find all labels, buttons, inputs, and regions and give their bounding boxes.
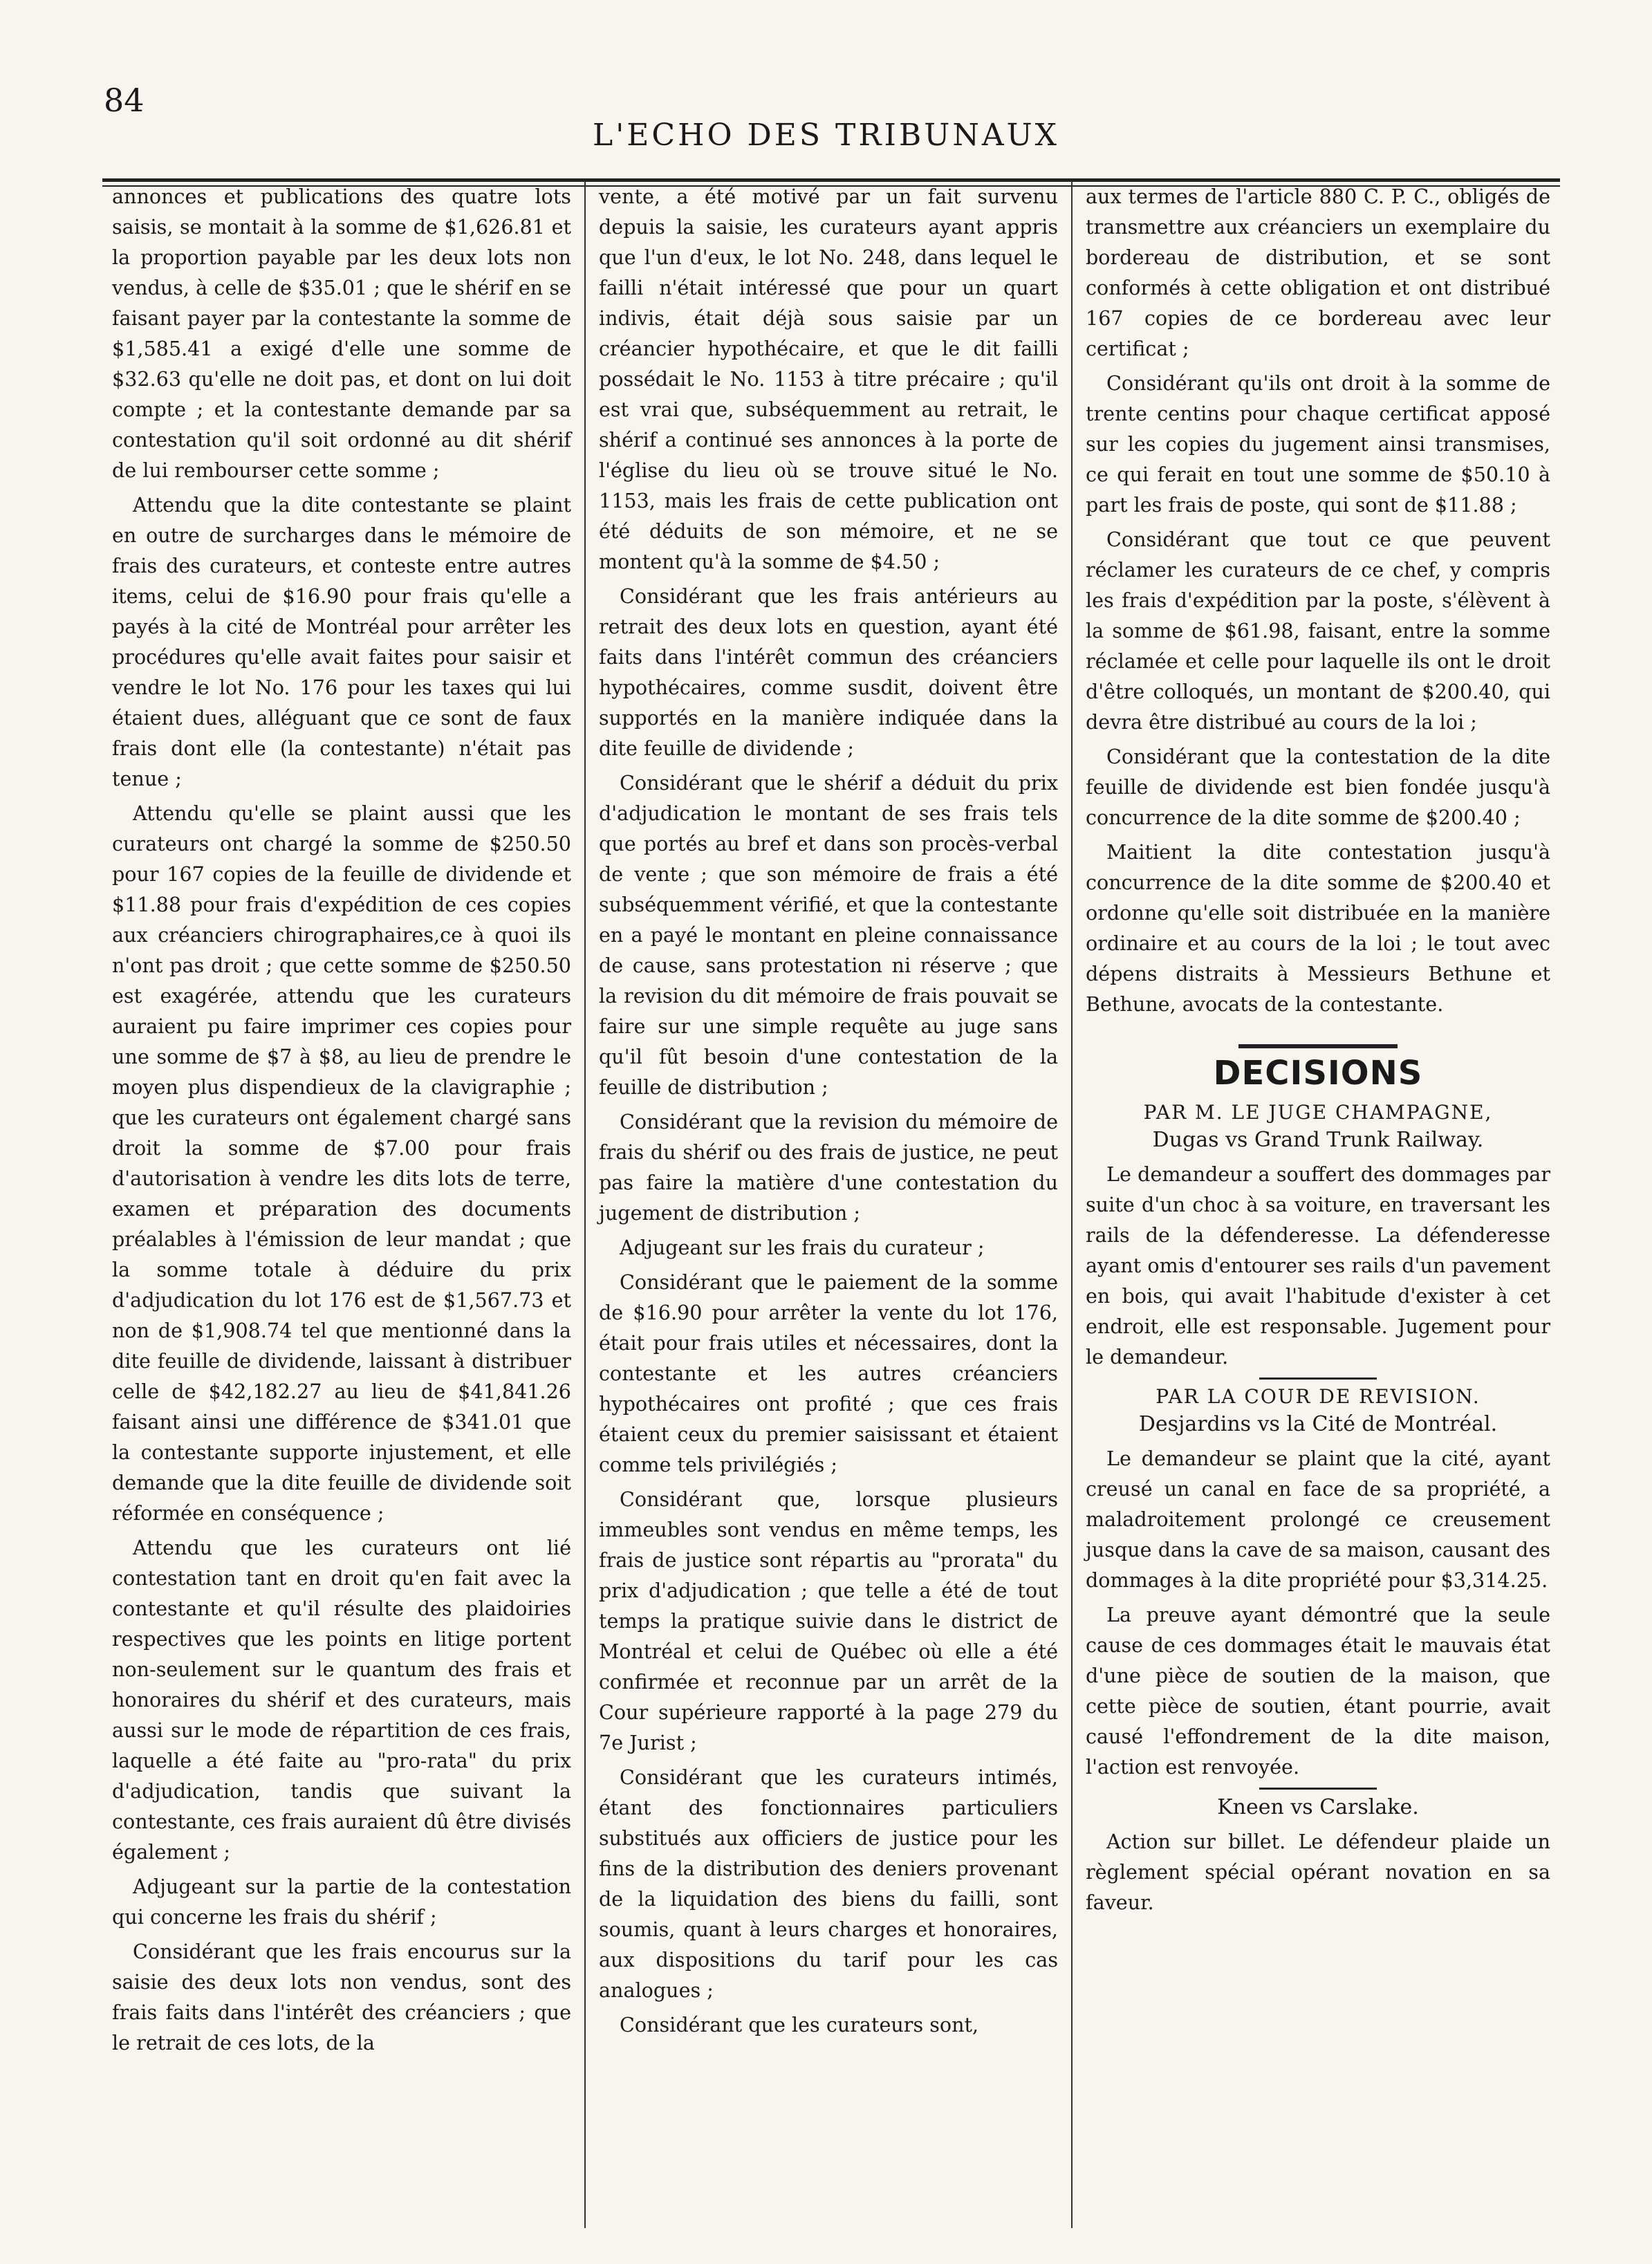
section-rule bbox=[1259, 1377, 1377, 1380]
paragraph: Considérant que les frais encourus sur la saisie des deux lots non vendus, sont des frais faits dans l'intérêt des créanciers ; que le retrait de ces lots, de la bbox=[112, 1940, 571, 2054]
paragraph: Considérant que la revision du mémoire de frais du shérif ou des frais de justice, ne peut pas faire la matière d'une contestation du jugement de distribution ; bbox=[599, 1110, 1058, 1225]
paragraph: Attendu que la dite contestante se plaint en outre de surcharges dans le mémoire de frais des curateurs, et conteste entre autres items, celui de $16.90 pour frais qu'elle a payés à la cité de Montréal pour arrêter les procédures qu'elle avait faites pour saisir et vendre le lot No. 176 pour les taxes qui lui étaient dues, alléguant que ce sont de faux frais dont elle (la contestante) n'était pas tenue ; bbox=[112, 493, 571, 790]
paragraph: La preuve ayant démontré que la seule cause de ces dommages était le mauvais état d'une pièce de soutien de la maison, que cette pièce de soutien, étant pourrie, avait causé l'effondrement de la dite maison, l'action est renvoyée. bbox=[1086, 1603, 1550, 1779]
case-title: Dugas vs Grand Trunk Railway. bbox=[1152, 1128, 1484, 1152]
page-number: 84 bbox=[104, 82, 145, 119]
paragraph: Le demandeur se plaint que la cité, ayant creusé un canal en face de sa propriété, a maladroitement prolongé ce creusement jusque dans la cave de sa maison, causant des dommages à la dite propriété pour $3,314.25. bbox=[1086, 1447, 1550, 1592]
section-rule bbox=[1238, 1044, 1398, 1048]
decisions-heading: DECISIONS bbox=[1213, 1054, 1423, 1093]
case-title: Desjardins vs la Cité de Montréal. bbox=[1138, 1412, 1498, 1436]
text-columns bbox=[102, 181, 1560, 2242]
column-left bbox=[102, 181, 581, 2242]
paragraph: Action sur billet. Le défendeur plaide un règlement spécial opérant novation en sa faveur. bbox=[1086, 1830, 1550, 1914]
paragraph: annonces et publications des quatre lots saisis, se montait à la somme de $1,626.81 et la proportion payable par les deux lots non vendus, à celle de $35.01 ; que le shérif en se faisant payer par la contestante la somme de $1,585.41 a exigé d'elle une somme de $32.63 qu'elle ne doit pas, et dont on lui doit compte ; et la contestante demande par sa contestation qu'il soit ordonné au dit shérif de lui rembourser cette somme ; bbox=[112, 185, 571, 482]
paragraph: Considérant que les curateurs sont, bbox=[620, 2013, 979, 2036]
paragraph: Considérant que la contestation de la dite feuille de dividende est bien fondée jusqu'à concurrence de la dite somme de $200.40 ; bbox=[1086, 745, 1550, 829]
running-title: L'ECHO DES TRIBUNAUX bbox=[592, 118, 1059, 153]
section-rule bbox=[1259, 1788, 1377, 1790]
paragraph: Considérant que le shérif a déduit du prix d'adjudication le montant de ses frais tels que portés au bref et dans son procès-verbal de vente ; que son mémoire de frais a été subséquemment vérifié, et que la contestante en a payé le montant en pleine connaissance de cause, sans protestation ni réserve ; que la revision du dit mémoire de frais pouvait se faire sur une simple requête au juge sans qu'il fût besoin d'une contestation de la feuille de distribution ; bbox=[599, 771, 1058, 1099]
paragraph: Considérant qu'ils ont droit à la somme de trente centins pour chaque certificat apposé sur les copies du jugement ainsi transmises, ce qui ferait en tout une somme de $50.10 à part les frais de poste, qui sont de $11.88 ; bbox=[1086, 371, 1550, 517]
case-title: Kneen vs Carslake. bbox=[1217, 1795, 1419, 1819]
paragraph: Attendu que les curateurs ont lié contestation tant en droit qu'en fait avec la contestante et qu'il résulte des plaidoiries respectives que les points en litige portent non-seulement sur le quantum des frais et honoraires du shérif et des curateurs, mais aussi sur le mode de répartition de ces frais, laquelle a été faite au "pro-rata" du prix d'adjudication, tandis que suivant la contestante, ces frais auraient dû être divisés également ; bbox=[112, 1536, 571, 1864]
paragraph: Considérant que les frais antérieurs au retrait des deux lots en question, ayant été faits dans l'intérêt commun des créanciers hypothécaires, comme susdit, doivent être supportés en la manière indiquée dans la dite feuille de dividende ; bbox=[599, 584, 1058, 760]
column-middle bbox=[589, 181, 1068, 2242]
column-divider bbox=[584, 181, 589, 2228]
paragraph: vente, a été motivé par un fait survenu depuis la saisie, les curateurs ayant appris que l'un d'eux, le lot No. 248, dans lequel le failli n'était intéressé que pour un quart indivis, était déjà sous saisie par un créancier hypothécaire, et que le dit failli possédait le No. 1153 à titre précaire ; qu'il est vrai que, subséquemment au retrait, le shérif a continué ses annonces à la porte de l'église du lieu où se trouve situé le No. 1153, mais les frais de cette publication ont été déduits de son mémoire, et ne se montent qu'à la somme de $4.50 ; bbox=[599, 185, 1058, 573]
paragraph: Adjugeant sur les frais du curateur ; bbox=[620, 1236, 985, 1259]
paragraph: Attendu qu'elle se plaint aussi que les curateurs ont chargé la somme de $250.50 pour 167 copies de la feuille de dividende et $11.88 pour frais d'expédition de ces copies aux créanciers chirographaires,ce à quoi ils n'ont pas droit ; que cette somme de $250.50 est exagérée, attendu que les curateurs auraient pu faire imprimer ces copies pour une somme de $7 à $8, au lieu de prendre le moyen plus dispendieux de la clavigraphie ; que les curateurs ont également chargé sans droit la somme de $7.00 pour frais d'autorisation à vendre les dits lots de terre, examen et préparation des documents préalables à l'émission de leur mandat ; que la somme totale à déduire du prix d'adjudication du lot 176 est de $1,567.73 et non de $1,908.74 tel que mentionné dans la dite feuille de dividende, laissant à distribuer celle de $42,182.27 au lieu de $41,841.26 faisant ainsi une différence de $341.01 que la contestante supporte injustement, et elle demande que la dite feuille de dividende soit réformée en conséquence ; bbox=[112, 801, 571, 1525]
paragraph: Considérant que les curateurs intimés, étant des fonctionnaires particuliers substitués aux officiers de justice pour les fins de la distribution des deniers provenant de la liquidation des biens du failli, sont soumis, quant à leurs charges et honoraires, aux dispositions du tarif pour les cas analogues ; bbox=[599, 1765, 1058, 2002]
paragraph: Maitient la dite contestation jusqu'à concurrence de la dite somme de $200.40 et ordonne qu'elle soit distribuée en la manière ordinaire et au cours de la loi ; le tout avec dépens distraits à Messieurs Bethune et Bethune, avocats de la contestante. bbox=[1086, 840, 1550, 1016]
paragraph: Le demandeur a souffert des dommages par suite d'un choc à sa voiture, en traversant les rails de la défenderesse. La défenderesse ayant omis d'entourer ses rails d'un pavement en bois, qui avait l'habitude d'exister à cet endroit, elle est responsable. Jugement pour le demandeur. bbox=[1086, 1162, 1550, 1368]
paragraph: Considérant que tout ce que peuvent réclamer les curateurs de ce chef, y compris les frais d'expédition par la poste, s'élèvent à la somme de $61.98, faisant, entre la somme réclamée et celle pour laquelle ils ont le droit d'être colloqués, un montant de $200.40, qui devra être distribué au cours de la loi ; bbox=[1086, 528, 1550, 734]
paragraph: Adjugeant sur la partie de la contestation qui concerne les frais du shérif ; bbox=[112, 1875, 571, 1929]
court-heading: PAR M. LE JUGE CHAMPAGNE, bbox=[1143, 1101, 1493, 1124]
column-right bbox=[1076, 181, 1560, 2242]
paragraph: Considérant que le paiement de la somme de $16.90 pour arrêter la vente du lot 176, était pour frais utiles et nécessaires, dont la contestante et les autres créanciers hypothécaires ont profité ; que ces frais étaient ceux du premier saisissant et étaient comme tels privilégiés ; bbox=[599, 1270, 1058, 1476]
column-divider bbox=[1071, 181, 1076, 2228]
paragraph: Considérant que, lorsque plusieurs immeubles sont vendus en même temps, les frais de justice sont répartis au "prorata" du prix d'adjudication ; que telle a été de tout temps la pratique suivie dans le district de Montréal et celui de Québec où elle a été confirmée et reconnue par un arrêt de la Cour supérieure rapporté à la page 279 du 7e Jurist ; bbox=[599, 1487, 1058, 1754]
court-heading: PAR LA COUR DE REVISION. bbox=[1156, 1385, 1481, 1408]
paragraph: aux termes de l'article 880 C. P. C., obligés de transmettre aux créanciers un exemplaire du bordereau de distribution, et se sont conformés à cette obligation et ont distribué 167 copies de ce bordereau avec leur certificat ; bbox=[1086, 185, 1550, 360]
